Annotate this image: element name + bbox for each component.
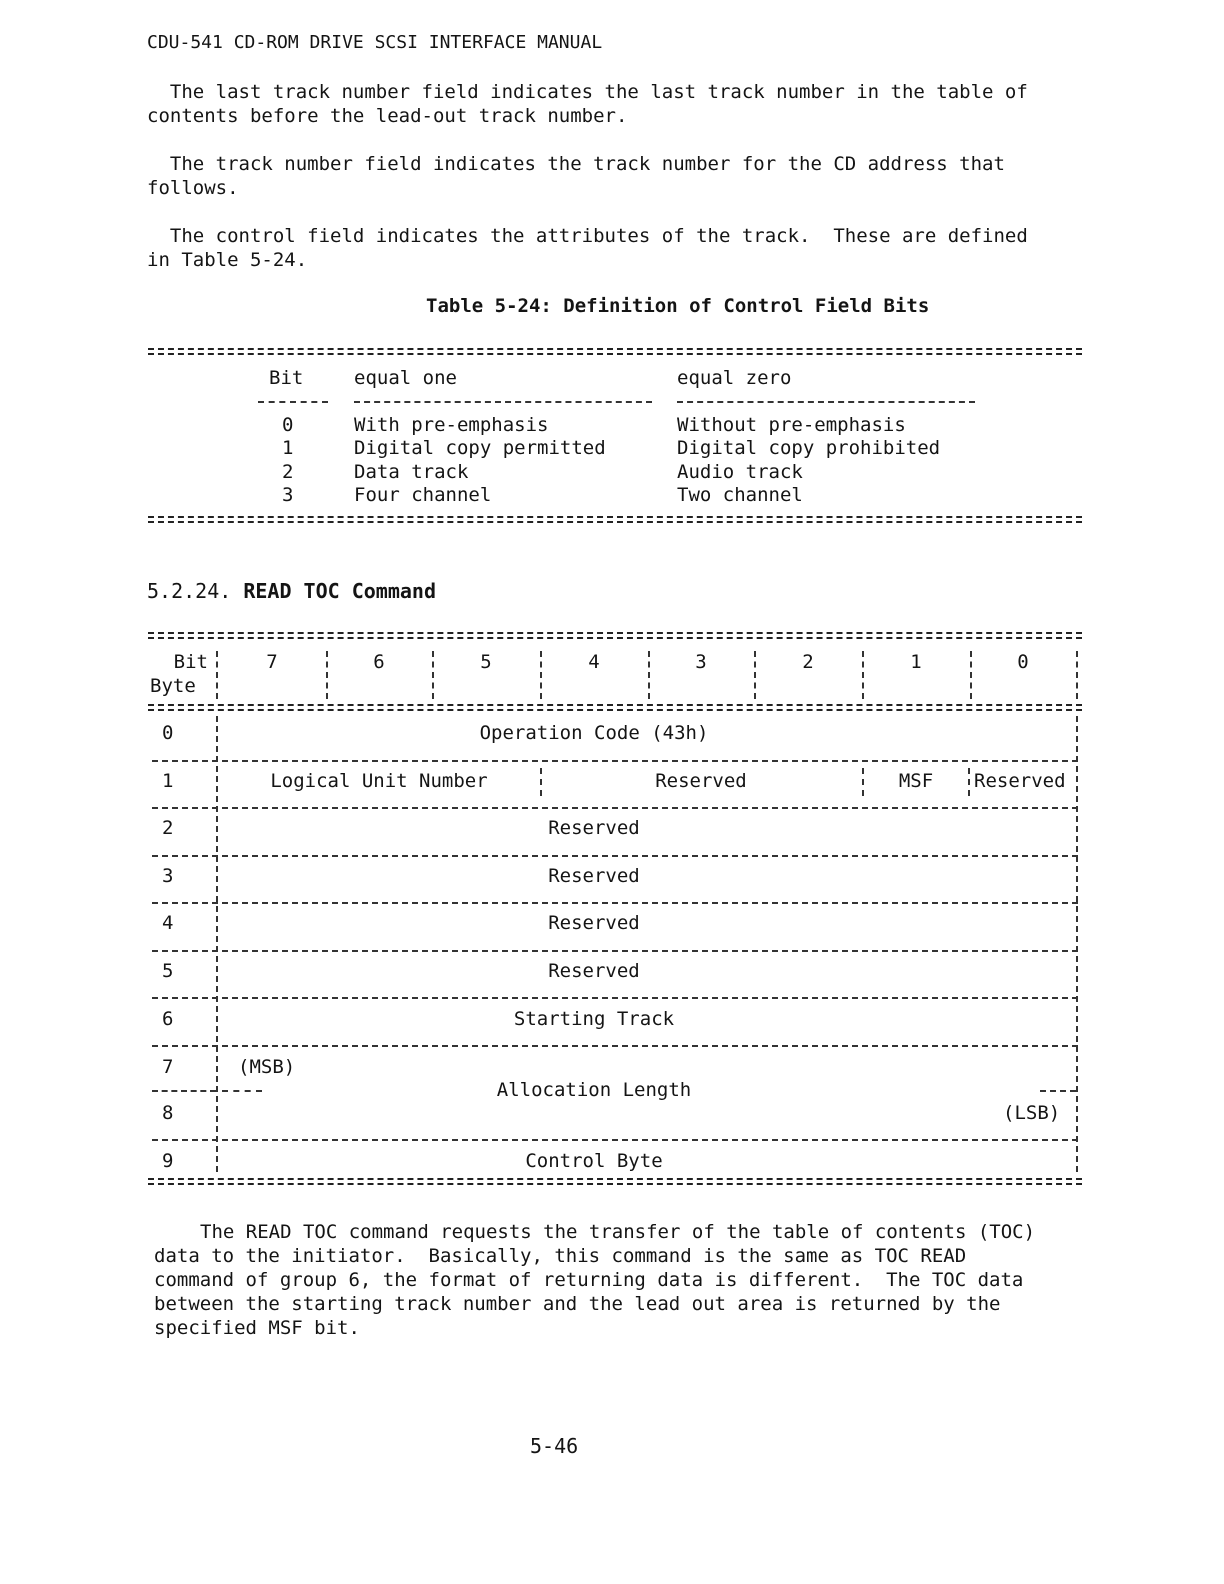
cdb-field: Control Byte [525, 1150, 663, 1172]
control-header-bit: Bit [269, 367, 304, 389]
control-header-zero: equal zero [677, 367, 792, 389]
cdb-bottom-rule [148, 1178, 1082, 1185]
cdb-field: Reserved [548, 865, 640, 887]
description-line4: between the starting track number and the lead out area is returned by the [154, 1293, 1001, 1315]
cdb-byte-number: 8 [162, 1102, 174, 1124]
control-header-one: equal one [354, 367, 457, 389]
table-caption: Table 5-24: Definition of Control Field Bits [426, 295, 930, 317]
cdb-field-reserved-2: Reserved [974, 770, 1066, 792]
cdb-byte-number: 3 [162, 865, 174, 887]
cdb-header-rule [148, 704, 1082, 711]
cdb-byte-number: 0 [162, 722, 174, 744]
cdb-bit-2: 2 [802, 651, 814, 673]
control-header-underline-one [354, 401, 652, 403]
cdb-row-divider [152, 1090, 216, 1092]
cdb-row-divider [152, 855, 1078, 857]
control-row-bit: 3 [282, 484, 294, 506]
cdb-row-divider [152, 807, 1078, 809]
cdb-field: Reserved [548, 912, 640, 934]
cdb-field: Reserved [548, 960, 640, 982]
cdb-row-divider [152, 997, 1078, 999]
cdb-field-separator [968, 768, 970, 796]
cdb-byte-number: 5 [162, 960, 174, 982]
cdb-byte-number: 6 [162, 1008, 174, 1030]
cdb-right-border [1076, 716, 1078, 1172]
cdb-row-divider [152, 902, 1078, 904]
control-row-zero: Audio track [677, 461, 803, 483]
control-row-one: Data track [354, 461, 469, 483]
control-row-bit: 2 [282, 461, 294, 483]
control-row-zero: Without pre-emphasis [677, 414, 906, 436]
cdb-field-msb: (MSB) [238, 1056, 296, 1078]
cdb-bit-label: Bit [173, 651, 208, 673]
section-number: 5.2.24. [147, 579, 232, 603]
cdb-byte-label: Byte [150, 675, 196, 697]
control-row-one: Digital copy permitted [354, 437, 606, 459]
cdb-row-divider [152, 1045, 1078, 1047]
paragraph-track-number-line1: The track number field indicates the track number for the CD address that [147, 153, 1005, 175]
cdb-bit-7: 7 [266, 651, 278, 673]
cdb-bit-1: 1 [910, 651, 922, 673]
cdb-field-lun: Logical Unit Number [270, 770, 488, 792]
cdb-byte-number: 4 [162, 912, 174, 934]
cdb-header-separator [970, 651, 972, 699]
cdb-header-separator [216, 651, 218, 699]
control-row-bit: 1 [282, 437, 294, 459]
cdb-byte-number: 9 [162, 1150, 174, 1172]
cdb-byte-number: 2 [162, 817, 174, 839]
page-number: 5-46 [530, 1434, 579, 1458]
cdb-header-separator [648, 651, 650, 699]
control-row-bit: 0 [282, 414, 294, 436]
paragraph-last-track-line1: The last track number field indicates the last track number in the table of [147, 81, 1028, 103]
description-line2: data to the initiator. Basically, this command is the same as TOC READ [154, 1245, 967, 1267]
cdb-header-separator [326, 651, 328, 699]
control-header-underline-bit [258, 401, 328, 403]
control-row-zero: Digital copy prohibited [677, 437, 941, 459]
paragraph-control-field-line2: in Table 5-24. [147, 249, 308, 271]
cdb-row-divider [152, 950, 1078, 952]
cdb-bit-3: 3 [695, 651, 707, 673]
description-line5: specified MSF bit. [154, 1317, 360, 1339]
paragraph-track-number-line2: follows. [147, 177, 239, 199]
table-top-rule [148, 348, 1082, 355]
cdb-row-divider [152, 1139, 1078, 1141]
cdb-field-lsb: (LSB) [1003, 1102, 1061, 1124]
description-line1: The READ TOC command requests the transfer of the table of contents (TOC) [200, 1221, 1036, 1243]
control-row-one: Four channel [354, 484, 492, 506]
cdb-header-separator [540, 651, 542, 699]
table-bottom-rule [148, 516, 1082, 523]
cdb-byte-number: 1 [162, 770, 174, 792]
cdb-lsb-tick [1040, 1090, 1076, 1092]
cdb-field: Starting Track [513, 1008, 675, 1030]
control-row-zero: Two channel [677, 484, 803, 506]
control-row-one: With pre-emphasis [354, 414, 549, 436]
cdb-header-separator [432, 651, 434, 699]
cdb-bit-4: 4 [588, 651, 600, 673]
cdb-field: Operation Code (43h) [479, 722, 709, 744]
cdb-bit-0: 0 [1017, 651, 1029, 673]
description-line3: command of group 6, the format of returning data is different. The TOC data [154, 1269, 1024, 1291]
control-header-underline-zero [677, 401, 975, 403]
page-header: CDU-541 CD-ROM DRIVE SCSI INTERFACE MANUAL [147, 32, 603, 53]
paragraph-last-track-line2: contents before the lead-out track number. [147, 105, 628, 127]
cdb-bit-5: 5 [480, 651, 492, 673]
cdb-field-msf: MSF [898, 770, 934, 792]
cdb-bit-6: 6 [373, 651, 385, 673]
cdb-header-separator [754, 651, 756, 699]
cdb-field: Allocation Length [496, 1079, 692, 1101]
cdb-top-rule [148, 632, 1082, 639]
cdb-field-reserved: Reserved [655, 770, 747, 792]
cdb-field: Reserved [548, 817, 640, 839]
paragraph-control-field-line1: The control field indicates the attributes of the track. These are defined [147, 225, 1028, 247]
cdb-row-divider [152, 760, 1078, 762]
cdb-byte-number: 7 [162, 1056, 174, 1078]
section-heading [147, 579, 436, 603]
section-title: READ TOC Command [243, 579, 436, 603]
cdb-header-separator [1076, 651, 1078, 699]
cdb-header-separator [862, 651, 864, 699]
